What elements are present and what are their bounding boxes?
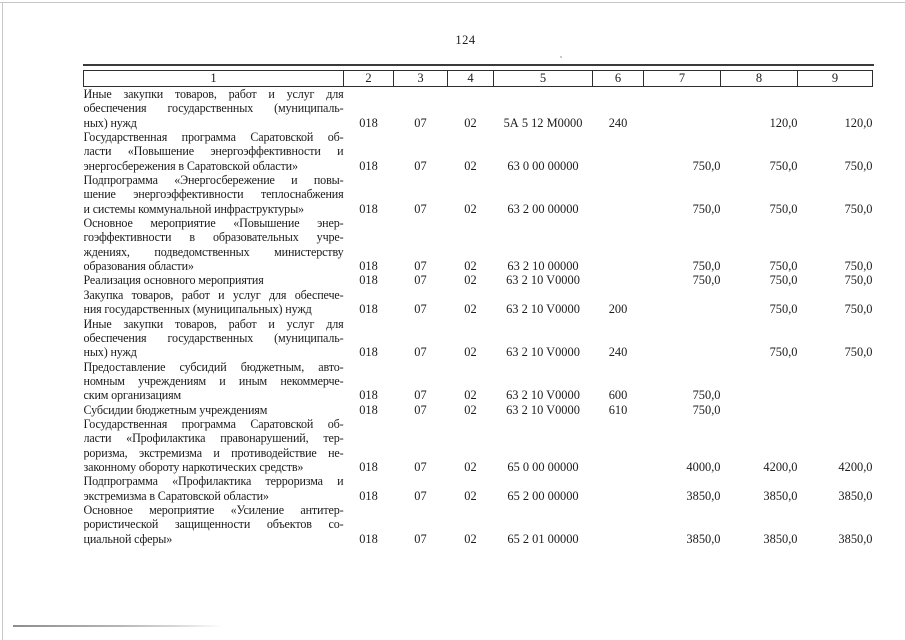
cell-c4: 02 — [464, 488, 477, 503]
table-row — [84, 403, 873, 417]
cell-c5: 63 2 10 V0000 — [506, 273, 580, 288]
row-name-line: Реализация основного мероприятия — [83, 273, 264, 288]
cell-c3: 07 — [414, 201, 427, 216]
cell-c3: 07 — [414, 302, 427, 317]
cell-name — [84, 87, 344, 131]
cell-name — [84, 130, 344, 173]
row-name-line: ским организациям — [83, 388, 182, 403]
cell-c8: 750,0 — [769, 302, 798, 317]
cell-c5: 63 2 10 V0000 — [506, 402, 580, 417]
row-name-line: ных) нужд — [83, 115, 137, 130]
cell-c5: 65 0 00 00000 — [507, 459, 579, 474]
table-row — [84, 503, 873, 546]
cell-c3: 07 — [414, 158, 427, 173]
scan-speck — [560, 56, 562, 58]
row-name-line: Государственная программа Саратовской об- — [83, 130, 344, 145]
cell-c6: 200 — [608, 302, 628, 317]
row-name-line: образования области» — [83, 259, 194, 274]
cell-c4: 02 — [464, 115, 477, 130]
cell-c3: 07 — [414, 402, 427, 417]
cell-c5: 65 2 01 00000 — [507, 531, 579, 546]
column-header-4: 4 — [448, 71, 494, 87]
cell-c8: 120,0 — [769, 115, 798, 130]
cell-name — [84, 216, 344, 273]
row-name-line: Закупка товаров, работ и услуг для обеспече- — [83, 287, 344, 302]
cell-c3: 07 — [414, 459, 427, 474]
cell-c8: 750,0 — [769, 345, 798, 360]
cell-c2: 018 — [359, 488, 378, 503]
cell-c6 — [593, 273, 644, 287]
cell-name — [84, 403, 344, 417]
cell-c5: 65 2 00 00000 — [507, 488, 579, 503]
row-name-line: обеспечения государственных (муниципаль- — [83, 101, 344, 116]
scan-edge-left — [2, 2, 3, 640]
cell-c7 — [644, 87, 721, 131]
cell-c4: 02 — [464, 158, 477, 173]
cell-c4: 02 — [464, 273, 477, 288]
cell-c7 — [644, 288, 721, 317]
table-row — [84, 87, 873, 131]
footer-partial-rule — [13, 625, 223, 627]
cell-c8: 4200,0 — [763, 459, 798, 474]
cell-c7: 750,0 — [692, 402, 721, 417]
budget-table — [83, 70, 873, 546]
cell-c2: 018 — [359, 402, 378, 417]
row-name-line: Подпрограмма «Энергосбережение и повы- — [83, 173, 344, 188]
cell-c8: 750,0 — [769, 273, 798, 288]
row-name-line: обеспечения государственных (муниципаль- — [83, 330, 344, 345]
cell-name — [84, 474, 344, 503]
cell-c3: 07 — [414, 345, 427, 360]
cell-name — [84, 360, 344, 403]
cell-c7 — [644, 317, 721, 360]
row-name-line: Подпрограмма «Профилактика терроризма и — [83, 474, 344, 489]
column-header-1: 1 — [84, 71, 344, 87]
cell-c9: 3850,0 — [838, 488, 873, 503]
cell-c9: 750,0 — [844, 201, 873, 216]
row-name-line: ждениях, подведомственных министерству — [83, 244, 344, 259]
cell-c9 — [798, 403, 873, 417]
row-name-line: экстремизма в Саратовской области» — [83, 488, 269, 503]
row-name-line: рористической защищенности объектов со- — [83, 517, 344, 532]
cell-c9: 750,0 — [844, 345, 873, 360]
cell-c8 — [721, 403, 798, 417]
row-name-line: гоэффективности в образовательных учре- — [83, 230, 344, 245]
cell-name — [84, 417, 344, 474]
cell-c5: 63 2 00 00000 — [507, 201, 579, 216]
table-row — [84, 474, 873, 503]
cell-c2: 018 — [359, 531, 378, 546]
column-header-9: 9 — [798, 71, 873, 87]
cell-c9: 120,0 — [844, 115, 873, 130]
cell-c3: 07 — [414, 273, 427, 288]
cell-c6 — [593, 417, 644, 474]
cell-name — [84, 273, 344, 287]
row-name-line: ласти «Профилактика правонарушений, тер- — [83, 431, 344, 446]
cell-c6 — [593, 173, 644, 216]
table-row — [84, 273, 873, 287]
row-name-line: Субсидии бюджетным учреждениям — [83, 402, 268, 417]
row-name-line: Государственная программа Саратовской об- — [83, 416, 344, 431]
table-row — [84, 417, 873, 474]
cell-c3: 07 — [414, 531, 427, 546]
cell-c7: 3850,0 — [686, 488, 721, 503]
cell-c2: 018 — [359, 302, 378, 317]
cell-name — [84, 173, 344, 216]
cell-c4: 02 — [464, 345, 477, 360]
cell-c3: 07 — [414, 488, 427, 503]
cell-name — [84, 288, 344, 317]
cell-c4: 02 — [464, 302, 477, 317]
row-name-line: Иные закупки товаров, работ и услуг для — [83, 316, 344, 331]
cell-c7: 750,0 — [692, 388, 721, 403]
cell-c9 — [798, 360, 873, 403]
row-name-line: ласти «Повышение энергоэффективности и — [83, 144, 344, 159]
cell-c8: 750,0 — [769, 201, 798, 216]
row-name-line: Основное мероприятие «Повышение энер- — [83, 216, 344, 231]
budget-table-body — [84, 87, 873, 547]
cell-c6 — [593, 503, 644, 546]
cell-c5: 63 2 10 V0000 — [506, 302, 580, 317]
column-header-6: 6 — [593, 71, 644, 87]
table-row — [84, 288, 873, 317]
cell-c6 — [593, 474, 644, 503]
cell-c9: 4200,0 — [838, 459, 873, 474]
cell-c9: 750,0 — [844, 158, 873, 173]
cell-c2: 018 — [359, 273, 378, 288]
page-number: 124 — [455, 33, 476, 47]
cell-c6 — [593, 130, 644, 173]
cell-c2: 018 — [359, 115, 378, 130]
column-header-5: 5 — [494, 71, 593, 87]
cell-c7: 750,0 — [692, 201, 721, 216]
row-name-line: Предоставление субсидий бюджетным, авто- — [83, 359, 344, 374]
cell-c8: 3850,0 — [763, 531, 798, 546]
row-name-line: ния государственных (муниципальных) нужд — [83, 302, 312, 317]
cell-c2: 018 — [359, 201, 378, 216]
table-row — [84, 130, 873, 173]
cell-c7: 750,0 — [692, 158, 721, 173]
cell-c8: 3850,0 — [763, 488, 798, 503]
row-name-line: Основное мероприятие «Усиление антитер- — [83, 502, 344, 517]
cell-c6: 600 — [608, 388, 628, 403]
cell-c6: 240 — [608, 115, 628, 130]
cell-c7: 750,0 — [692, 273, 721, 288]
row-name-line: циальной сферы» — [83, 531, 173, 546]
cell-c5: 63 0 00 00000 — [507, 158, 579, 173]
cell-c5: 63 2 10 V0000 — [506, 345, 580, 360]
cell-c3: 07 — [414, 115, 427, 130]
cell-c9: 750,0 — [844, 259, 873, 274]
column-header-8: 8 — [721, 71, 798, 87]
cell-c6: 610 — [608, 402, 628, 417]
cell-c2: 018 — [359, 459, 378, 474]
cell-c4: 02 — [464, 388, 477, 403]
cell-c5: 63 2 10 V0000 — [506, 388, 580, 403]
cell-c6: 240 — [608, 345, 628, 360]
cell-c9: 750,0 — [844, 273, 873, 288]
table-top-rule — [83, 64, 874, 66]
row-name-line: номным учреждениям и иным некоммерче- — [83, 373, 344, 388]
cell-c7: 750,0 — [692, 259, 721, 274]
table-header-row — [84, 71, 873, 87]
cell-c4: 02 — [464, 201, 477, 216]
cell-c7: 4000,0 — [686, 459, 721, 474]
cell-c2: 018 — [359, 388, 378, 403]
cell-c2: 018 — [359, 158, 378, 173]
cell-c8 — [721, 360, 798, 403]
cell-c8: 750,0 — [769, 158, 798, 173]
cell-c4: 02 — [464, 259, 477, 274]
cell-c4: 02 — [464, 459, 477, 474]
cell-c2: 018 — [359, 345, 378, 360]
cell-c3: 07 — [414, 259, 427, 274]
cell-c9: 750,0 — [844, 302, 873, 317]
cell-c9: 3850,0 — [838, 531, 873, 546]
column-header-7: 7 — [644, 71, 721, 87]
cell-c5: 5А 5 12 М0000 — [503, 115, 583, 130]
table-row — [84, 317, 873, 360]
table-row — [84, 216, 873, 273]
scan-edge-top — [0, 2, 905, 3]
row-name-line: ных) нужд — [83, 345, 137, 360]
cell-name — [84, 503, 344, 546]
row-name-line: роризма, экстремизма и противодействие не- — [83, 445, 344, 460]
row-name-line: законному обороту наркотических средств» — [83, 459, 304, 474]
cell-c5: 63 2 10 00000 — [507, 259, 579, 274]
table-row — [84, 360, 873, 403]
row-name-line: Иные закупки товаров, работ и услуг для — [83, 87, 344, 101]
cell-c3: 07 — [414, 388, 427, 403]
cell-c6 — [593, 216, 644, 273]
cell-c2: 018 — [359, 259, 378, 274]
column-header-2: 2 — [344, 71, 394, 87]
cell-c4: 02 — [464, 531, 477, 546]
cell-c7: 3850,0 — [686, 531, 721, 546]
cell-name — [84, 317, 344, 360]
column-header-3: 3 — [394, 71, 448, 87]
table-row — [84, 173, 873, 216]
row-name-line: энергосбережения в Саратовской области» — [83, 158, 298, 173]
cell-c8: 750,0 — [769, 259, 798, 274]
cell-c4: 02 — [464, 402, 477, 417]
row-name-line: и системы коммунальной инфраструктуры» — [83, 201, 304, 216]
row-name-line: шение энергоэффективности теплоснабжения — [83, 187, 344, 202]
